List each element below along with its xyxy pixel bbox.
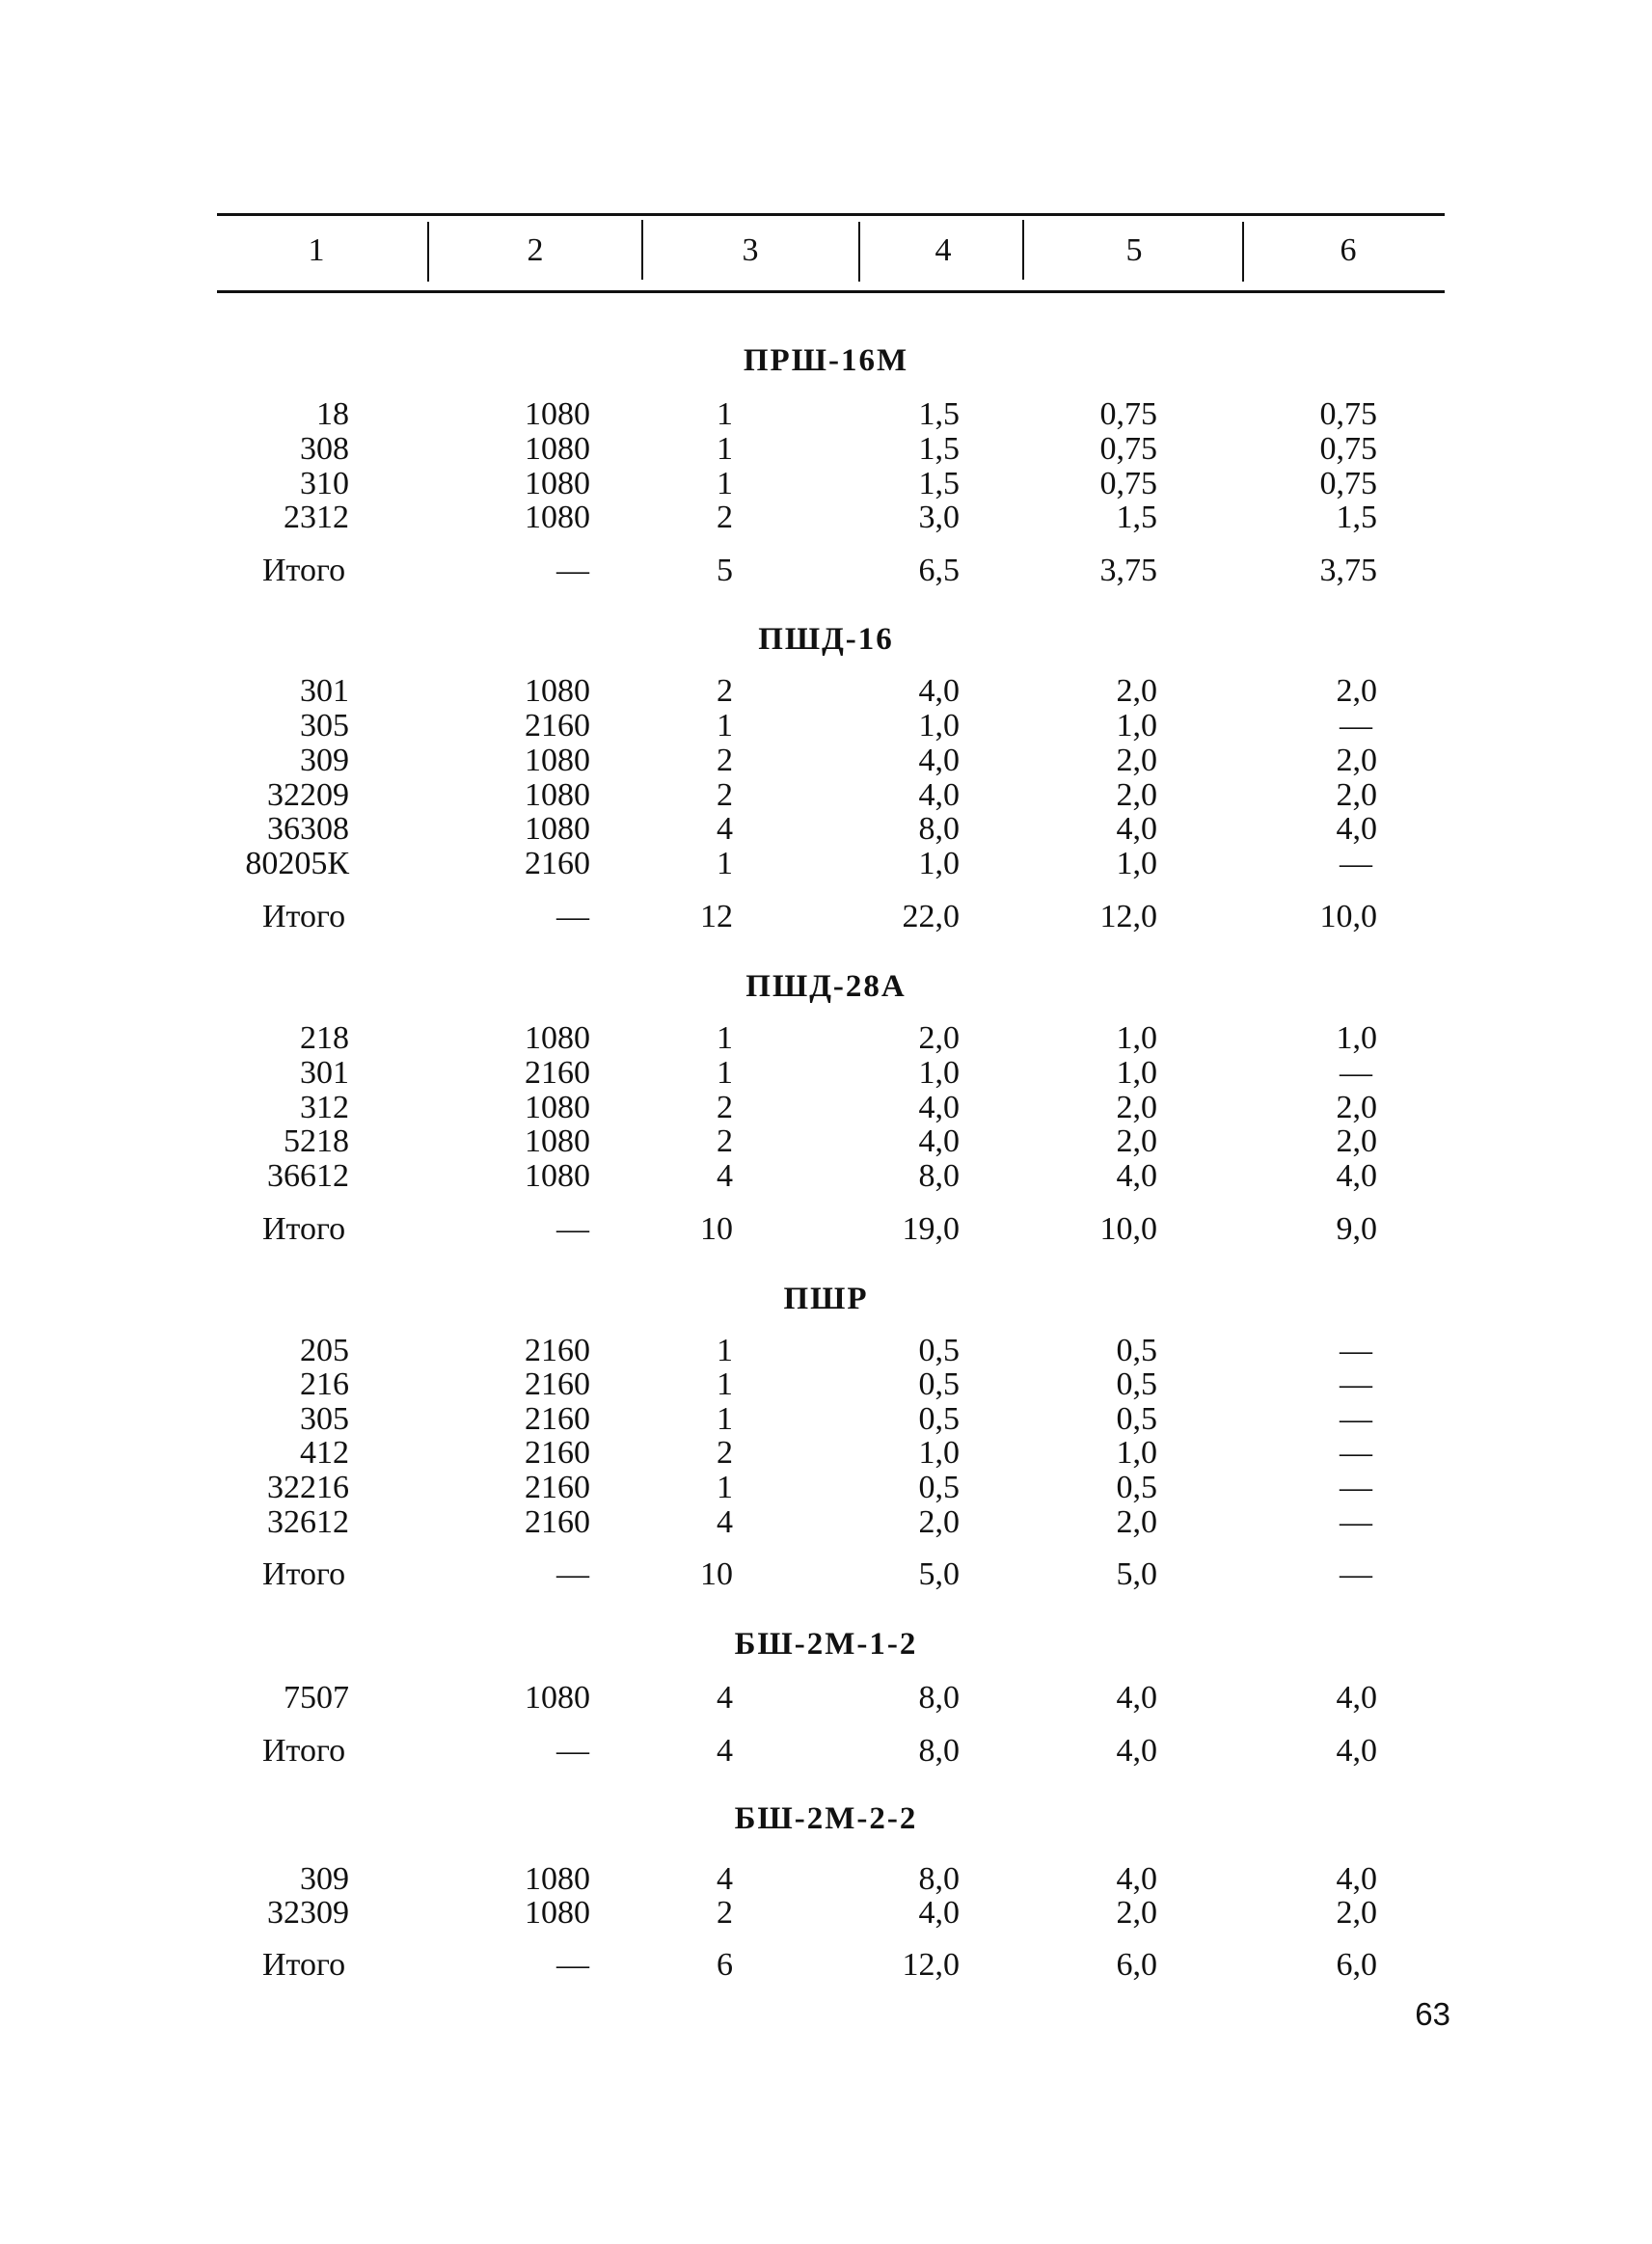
table-cell-col-1: 216 [300, 1366, 349, 1402]
page-number: 63 [1415, 1996, 1450, 2032]
table-cell-col-3: 4 [717, 1861, 733, 1897]
table-cell-col-4: 8,0 [918, 811, 960, 847]
table-cell-col-1: 7507 [284, 1680, 349, 1716]
table-cell-col-5: 4,0 [1116, 1733, 1157, 1769]
table-cell-col-6: 4,0 [1336, 1680, 1377, 1716]
table-cell-col-4: 4,0 [918, 777, 960, 813]
table-cell-col-3: 2 [717, 1123, 733, 1159]
table-cell-col-1: 18 [316, 396, 349, 432]
table-cell-col-4: 3,0 [918, 500, 960, 535]
table-cell-col-6: 0,75 [1319, 431, 1377, 467]
table-cell-col-5: 1,0 [1116, 1055, 1157, 1091]
table-cell-col-3: 4 [717, 811, 733, 847]
table-cell-col-5: 0,75 [1099, 466, 1157, 501]
table-cell-dash: — [556, 1211, 589, 1247]
table-cell-col-5: 2,0 [1116, 1504, 1157, 1540]
table-cell-col-4: 8,0 [918, 1861, 960, 1897]
section-title: ПШД-28А [745, 969, 907, 1004]
table-cell-col-5: 1,5 [1116, 500, 1157, 535]
table-cell-col-6: 6,0 [1336, 1947, 1377, 1983]
table-cell-dash: — [556, 553, 589, 588]
table-cell-col-2: 1080 [525, 1680, 590, 1716]
table-cell-col-6: 2,0 [1336, 743, 1377, 778]
table-cell-dash: — [1340, 1470, 1372, 1505]
total-label: Итого [262, 1733, 346, 1769]
table-cell-col-5: 12,0 [1099, 899, 1157, 934]
table-cell-dash: — [556, 1947, 589, 1983]
table-cell-col-1: 80205К [245, 846, 349, 881]
table-cell-col-5: 1,0 [1116, 1020, 1157, 1056]
table-cell-col-2: 2160 [525, 1055, 590, 1091]
table-cell-col-5: 0,5 [1116, 1333, 1157, 1368]
table-cell-col-6: 4,0 [1336, 1861, 1377, 1897]
table-cell-col-2: 1080 [525, 743, 590, 778]
table-cell-col-1: 301 [300, 673, 349, 709]
table-cell-dash: — [1340, 708, 1372, 743]
table-cell-col-3: 2 [717, 743, 733, 778]
table-cell-col-3: 2 [717, 500, 733, 535]
table-cell-col-2: 1080 [525, 1158, 590, 1194]
table-cell-col-1: 32309 [267, 1895, 349, 1931]
table-cell-col-2: 1080 [525, 1123, 590, 1159]
table-cell-col-4: 1,0 [918, 846, 960, 881]
table-cell-col-6: 4,0 [1336, 1733, 1377, 1769]
table-cell-col-4: 22,0 [902, 899, 960, 934]
table-header-bottom-rule [217, 290, 1445, 293]
table-cell-col-1: 36308 [267, 811, 349, 847]
table-cell-col-4: 4,0 [918, 1090, 960, 1125]
table-cell-col-3: 1 [717, 431, 733, 467]
table-cell-col-1: 309 [300, 743, 349, 778]
table-cell-col-1: 308 [300, 431, 349, 467]
table-cell-col-4: 4,0 [918, 1895, 960, 1931]
table-cell-col-6: 1,0 [1336, 1020, 1377, 1056]
table-top-rule [217, 213, 1445, 216]
total-label: Итого [262, 1947, 346, 1983]
table-cell-col-4: 1,5 [918, 466, 960, 501]
table-cell-col-5: 6,0 [1116, 1947, 1157, 1983]
table-cell-col-4: 1,0 [918, 708, 960, 743]
table-cell-col-2: 1080 [525, 1895, 590, 1931]
table-cell-col-5: 5,0 [1116, 1556, 1157, 1592]
table-cell-col-1: 5218 [284, 1123, 349, 1159]
table-cell-col-1: 305 [300, 708, 349, 743]
header-col-3: 3 [742, 232, 759, 268]
table-cell-col-5: 0,5 [1116, 1401, 1157, 1437]
table-cell-col-6: 0,75 [1319, 396, 1377, 432]
table-cell-col-1: 309 [300, 1861, 349, 1897]
total-label: Итого [262, 1556, 346, 1592]
table-cell-col-5: 0,75 [1099, 431, 1157, 467]
table-cell-dash: — [1340, 1401, 1372, 1437]
header-col-4: 4 [934, 232, 952, 268]
table-cell-col-2: 1080 [525, 431, 590, 467]
table-cell-col-1: 32216 [267, 1470, 349, 1505]
header-col-6: 6 [1340, 232, 1357, 268]
header-column-separator [641, 220, 643, 280]
header-col-5: 5 [1125, 232, 1143, 268]
table-cell-col-5: 4,0 [1116, 1680, 1157, 1716]
table-cell-col-3: 12 [700, 899, 733, 934]
table-cell-col-6: 2,0 [1336, 1090, 1377, 1125]
table-cell-col-2: 2160 [525, 1435, 590, 1471]
table-cell-col-4: 4,0 [918, 743, 960, 778]
table-cell-col-2: 1080 [525, 1090, 590, 1125]
table-cell-col-6: 1,5 [1336, 500, 1377, 535]
table-cell-col-2: 1080 [525, 811, 590, 847]
table-cell-col-3: 1 [717, 846, 733, 881]
table-cell-col-3: 1 [717, 1366, 733, 1402]
table-cell-col-5: 2,0 [1116, 777, 1157, 813]
section-title: БШ-2М-1-2 [734, 1627, 918, 1662]
table-cell-col-4: 5,0 [918, 1556, 960, 1592]
table-cell-col-4: 4,0 [918, 673, 960, 709]
header-column-separator [1242, 222, 1244, 282]
table-cell-col-2: 1080 [525, 466, 590, 501]
table-cell-col-6: 10,0 [1319, 899, 1377, 934]
table-cell-col-3: 2 [717, 673, 733, 709]
table-cell-col-5: 4,0 [1116, 1158, 1157, 1194]
table-cell-col-5: 0,75 [1099, 396, 1157, 432]
header-column-separator [858, 222, 860, 282]
table-cell-col-4: 8,0 [918, 1733, 960, 1769]
table-cell-col-5: 4,0 [1116, 811, 1157, 847]
total-label: Итого [262, 899, 346, 934]
table-cell-col-3: 2 [717, 1435, 733, 1471]
table-cell-col-1: 310 [300, 466, 349, 501]
table-cell-col-5: 0,5 [1116, 1470, 1157, 1505]
table-cell-col-2: 2160 [525, 708, 590, 743]
table-cell-col-6: 3,75 [1319, 553, 1377, 588]
table-cell-col-6: 2,0 [1336, 777, 1377, 813]
table-cell-col-6: 2,0 [1336, 1895, 1377, 1931]
table-cell-col-4: 4,0 [918, 1123, 960, 1159]
table-cell-col-4: 8,0 [918, 1158, 960, 1194]
table-cell-col-3: 4 [717, 1680, 733, 1716]
table-cell-col-4: 1,5 [918, 431, 960, 467]
table-cell-col-1: 305 [300, 1401, 349, 1437]
table-cell-col-3: 1 [717, 396, 733, 432]
table-cell-dash: — [1340, 1504, 1372, 1540]
header-col-2: 2 [527, 232, 544, 268]
table-cell-col-4: 0,5 [918, 1333, 960, 1368]
section-title: БШ-2М-2-2 [734, 1801, 918, 1836]
total-label: Итого [262, 1211, 346, 1247]
table-cell-col-5: 1,0 [1116, 1435, 1157, 1471]
table-cell-col-3: 4 [717, 1733, 733, 1769]
table-cell-col-3: 1 [717, 1401, 733, 1437]
table-cell-dash: — [556, 1733, 589, 1769]
table-cell-col-5: 3,75 [1099, 553, 1157, 588]
table-cell-col-2: 2160 [525, 1470, 590, 1505]
table-cell-col-1: 301 [300, 1055, 349, 1091]
table-cell-col-4: 8,0 [918, 1680, 960, 1716]
table-cell-col-3: 2 [717, 1895, 733, 1931]
table-cell-col-6: 9,0 [1336, 1211, 1377, 1247]
total-label: Итого [262, 553, 346, 588]
table-cell-col-3: 10 [700, 1556, 733, 1592]
header-column-separator [1022, 220, 1024, 280]
table-cell-dash: — [1340, 1435, 1372, 1471]
table-cell-col-4: 2,0 [918, 1020, 960, 1056]
table-cell-col-4: 0,5 [918, 1401, 960, 1437]
table-cell-dash: — [1340, 846, 1372, 881]
table-cell-col-2: 2160 [525, 1333, 590, 1368]
table-cell-col-3: 6 [717, 1947, 733, 1983]
table-cell-col-2: 1080 [525, 1020, 590, 1056]
table-cell-col-2: 1080 [525, 1861, 590, 1897]
table-cell-col-4: 12,0 [902, 1947, 960, 1983]
table-cell-col-1: 2312 [284, 500, 349, 535]
table-cell-col-3: 1 [717, 1055, 733, 1091]
table-cell-col-1: 32612 [267, 1504, 349, 1540]
table-cell-col-3: 2 [717, 1090, 733, 1125]
table-cell-dash: — [1340, 1366, 1372, 1402]
section-title: ПРШ-16М [743, 343, 909, 378]
table-cell-col-4: 19,0 [902, 1211, 960, 1247]
table-cell-col-6: 2,0 [1336, 1123, 1377, 1159]
table-cell-col-3: 1 [717, 466, 733, 501]
table-cell-col-1: 205 [300, 1333, 349, 1368]
table-cell-col-6: 4,0 [1336, 811, 1377, 847]
table-cell-col-4: 0,5 [918, 1470, 960, 1505]
table-cell-col-6: 2,0 [1336, 673, 1377, 709]
section-title: ПШР [783, 1282, 869, 1316]
table-cell-col-4: 0,5 [918, 1366, 960, 1402]
table-cell-col-3: 1 [717, 1470, 733, 1505]
table-cell-col-5: 2,0 [1116, 1123, 1157, 1159]
table-cell-col-5: 1,0 [1116, 846, 1157, 881]
table-cell-col-3: 10 [700, 1211, 733, 1247]
table-cell-dash: — [556, 899, 589, 934]
table-cell-col-2: 2160 [525, 1504, 590, 1540]
header-column-separator [427, 222, 429, 282]
table-cell-col-4: 1,0 [918, 1055, 960, 1091]
table-cell-col-1: 312 [300, 1090, 349, 1125]
table-cell-col-3: 5 [717, 553, 733, 588]
table-cell-col-4: 2,0 [918, 1504, 960, 1540]
header-col-1: 1 [308, 232, 325, 268]
section-title: ПШД-16 [758, 622, 894, 657]
table-cell-dash: — [556, 1556, 589, 1592]
table-cell-col-1: 36612 [267, 1158, 349, 1194]
table-cell-col-2: 1080 [525, 396, 590, 432]
table-cell-dash: — [1340, 1333, 1372, 1368]
table-cell-col-4: 1,0 [918, 1435, 960, 1471]
table-cell-col-5: 1,0 [1116, 708, 1157, 743]
table-cell-col-3: 1 [717, 1333, 733, 1368]
table-cell-col-3: 2 [717, 777, 733, 813]
table-cell-col-6: 0,75 [1319, 466, 1377, 501]
table-cell-col-4: 1,5 [918, 396, 960, 432]
table-cell-dash: — [1340, 1556, 1372, 1592]
table-cell-col-6: 4,0 [1336, 1158, 1377, 1194]
table-cell-col-2: 2160 [525, 1366, 590, 1402]
table-cell-col-5: 4,0 [1116, 1861, 1157, 1897]
table-cell-col-2: 2160 [525, 1401, 590, 1437]
table-cell-col-1: 218 [300, 1020, 349, 1056]
table-cell-col-4: 6,5 [918, 553, 960, 588]
table-cell-col-3: 4 [717, 1158, 733, 1194]
table-cell-col-5: 2,0 [1116, 743, 1157, 778]
table-cell-col-5: 10,0 [1099, 1211, 1157, 1247]
table-cell-col-2: 2160 [525, 846, 590, 881]
table-cell-col-3: 4 [717, 1504, 733, 1540]
table-cell-col-2: 1080 [525, 673, 590, 709]
table-cell-col-5: 0,5 [1116, 1366, 1157, 1402]
table-cell-col-2: 1080 [525, 500, 590, 535]
table-cell-col-1: 32209 [267, 777, 349, 813]
table-cell-col-2: 1080 [525, 777, 590, 813]
table-cell-col-1: 412 [300, 1435, 349, 1471]
table-cell-col-5: 2,0 [1116, 1090, 1157, 1125]
table-cell-col-3: 1 [717, 1020, 733, 1056]
table-cell-col-5: 2,0 [1116, 1895, 1157, 1931]
table-cell-col-3: 1 [717, 708, 733, 743]
table-cell-col-5: 2,0 [1116, 673, 1157, 709]
table-cell-dash: — [1340, 1055, 1372, 1091]
